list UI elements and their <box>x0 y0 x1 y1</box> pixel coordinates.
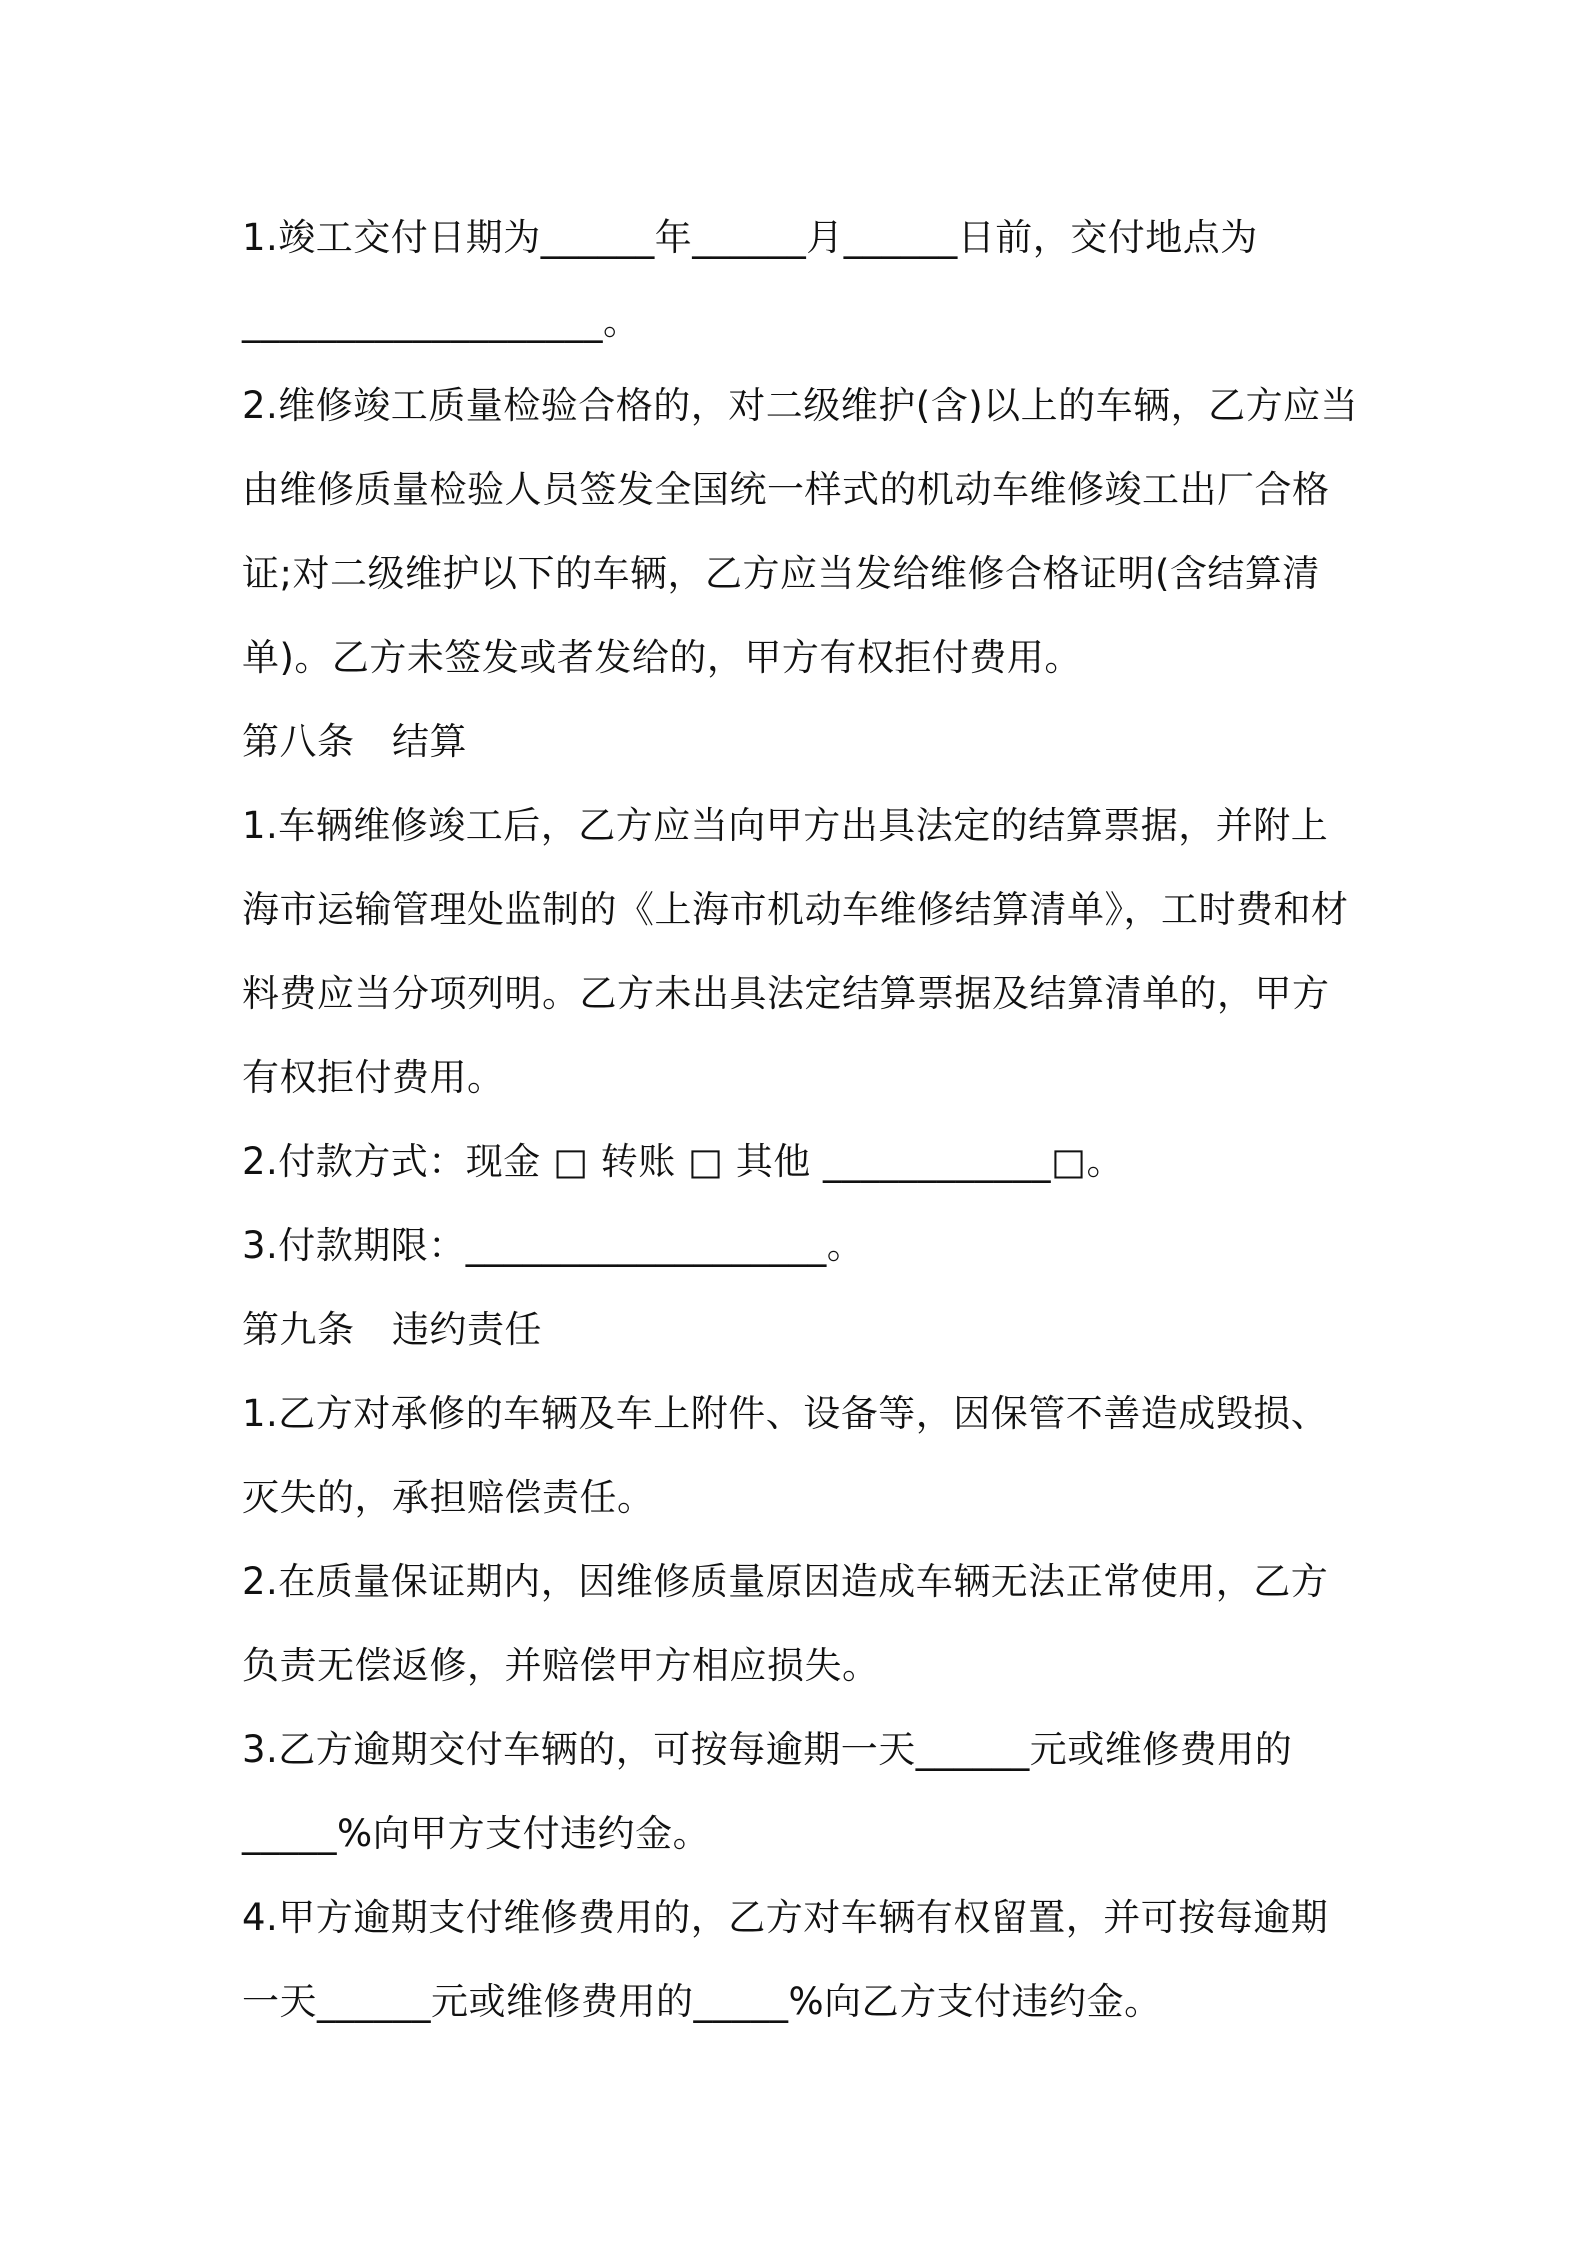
clause-8-item-1-settlement-receipt: 1.车辆维修竣工后，乙方应当向甲方出具法定的结算票据，并附上海市运输管理处监制的《上海市机动车维修结算清单》，工时费和材料费应当分项列明。乙方未出具法定结算票据及结算清单的，甲方有权拒付费用。 <box>242 804 1349 1099</box>
clause-9-item-4-late-payment-penalty: 4.甲方逾期支付维修费用的，乙方对车辆有权留置，并可按每逾期一天______元或维修费用的_____%向乙方支付违约金。 <box>242 1896 1329 2023</box>
document-body <box>242 196 1362 2044</box>
clause-7-item-1-delivery-date: 1.竣工交付日期为______年______月______日前，交付地点为___________________。 <box>242 216 1258 343</box>
clause-9-item-3-late-delivery-penalty: 3.乙方逾期交付车辆的，可按每逾期一天______元或维修费用的_____%向甲方支付违约金。 <box>242 1728 1293 1855</box>
article-8-heading: 第八条 结算 <box>242 720 467 763</box>
clause-9-item-1-damage-liability: 1.乙方对承修的车辆及车上附件、设备等，因保管不善造成毁损、灭失的，承担赔偿责任。 <box>242 1392 1329 1519</box>
clause-8-item-3-payment-term: 3.付款期限：___________________。 <box>242 1224 865 1267</box>
clause-8-item-2-payment-method: 2.付款方式：现金 □ 转账 □ 其他 ____________□。 <box>242 1140 1124 1183</box>
article-9-heading: 第九条 违约责任 <box>242 1308 542 1351</box>
clause-7-item-2-quality-certificate: 2.维修竣工质量检验合格的，对二级维护(含)以上的车辆，乙方应当由维修质量检验人员签发全国统一样式的机动车维修竣工出厂合格证;对二级维护以下的车辆，乙方应当发给维修合格证明(含结算清单)。乙方未签发或者发给的，甲方有权拒付费用。 <box>242 384 1359 679</box>
clause-9-item-2-warranty-repair: 2.在质量保证期内，因维修质量原因造成车辆无法正常使用，乙方负责无偿返修，并赔偿甲方相应损失。 <box>242 1560 1329 1687</box>
